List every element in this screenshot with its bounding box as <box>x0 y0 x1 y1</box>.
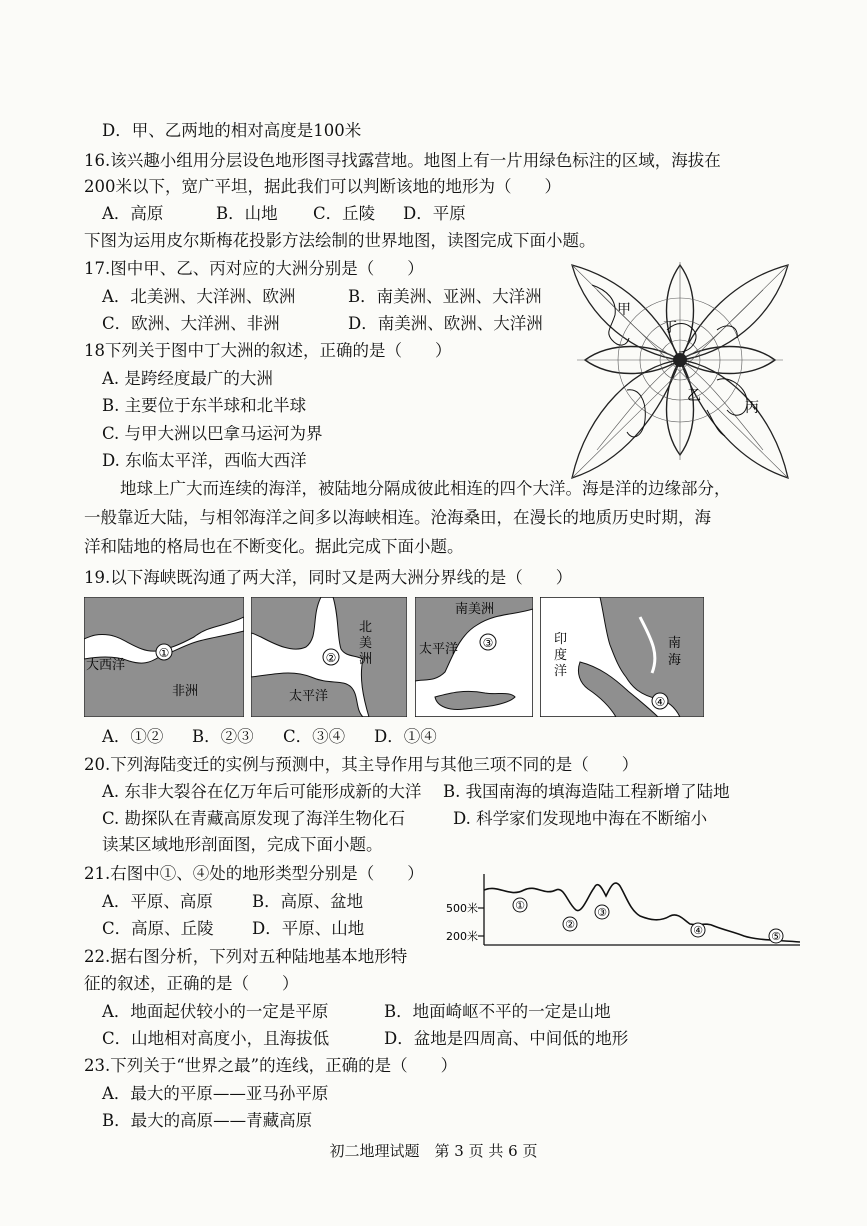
profile-mark-4: ④ <box>693 924 703 937</box>
q17-stem: 17.图中甲、乙、丙对应的大洲分别是（ ） <box>84 259 424 278</box>
strait2-land-label-3: 洲 <box>359 652 373 667</box>
strait2-ocean-label: 太平洋 <box>289 689 329 704</box>
q19-option-b: B．②③ <box>192 727 254 746</box>
map-label-bing: 丙 <box>745 400 759 416</box>
q23-option-a: A．最大的平原——亚马孙平原 <box>102 1084 329 1103</box>
map-label-yi: 乙 <box>687 388 701 404</box>
strait1-mark: ① <box>158 646 170 660</box>
terrain-profile-figure <box>444 870 800 955</box>
q21-option-b: B．高原、盆地 <box>252 892 364 911</box>
strait-map-3 <box>415 597 533 717</box>
strait2-land-label-1: 北 <box>359 620 373 635</box>
strait1-land-label: 非洲 <box>172 684 199 699</box>
profile-mark-3: ③ <box>597 906 607 919</box>
q22-stem-line2: 征的叙述，正确的是（ ） <box>84 974 299 993</box>
strait4-ocean-label-3: 洋 <box>554 664 568 679</box>
q17-option-c: C．欧洲、大洋洲、非洲 <box>102 314 280 333</box>
strait4-sea-label-1: 南 <box>668 636 682 651</box>
strait-map-4 <box>540 597 704 717</box>
q22-option-c: C．山地相对高度小，且海拔低 <box>102 1029 330 1048</box>
profile-mark-2: ② <box>565 918 575 931</box>
q17-intro: 下图为运用皮尔斯梅花投影方法绘制的世界地图，读图完成下面小题。 <box>84 231 596 250</box>
q19-option-c: C．③④ <box>283 727 346 746</box>
map-label-jia: 甲 <box>617 302 631 318</box>
q16-stem-line2: 200米以下，宽广平坦，据此我们可以判断该地的地形为（ ） <box>84 177 561 196</box>
passage-line2: 一般靠近大陆，与相邻海洋之间多以海峡相连。沧海桑田，在漫长的地质历史时期，海 <box>84 508 711 527</box>
q19-stem: 19.以下海峡既沟通了两大洋，同时又是两大洲分界线的是（ ） <box>84 568 573 587</box>
strait3-ocean-label: 太平洋 <box>419 642 459 657</box>
q21-option-c: C．高原、丘陵 <box>102 919 214 938</box>
strait3-mark: ③ <box>482 636 494 650</box>
q20-stem: 20.下列海陆变迁的实例与预测中，其主导作用与其他三项不同的是（ ） <box>84 755 639 774</box>
q16-option-a: A．高原 <box>102 204 164 223</box>
q23-stem: 23.下列关于“世界之最”的连线，正确的是（ ） <box>84 1056 458 1075</box>
q16-option-b: B．山地 <box>216 204 278 223</box>
q22-option-b: B．地面崎岖不平的一定是山地 <box>384 1002 611 1021</box>
strait-map-1 <box>84 597 244 717</box>
q20-option-c: C. 勘探队在青藏高原发现了海洋生物化石 <box>102 809 406 828</box>
profile-mark-1: ① <box>515 899 525 912</box>
q16-option-c: C．丘陵 <box>313 204 376 223</box>
strait4-ocean-label-1: 印 <box>554 632 568 647</box>
q18-option-c: C. 与甲大洲以巴拿马运河为界 <box>102 424 323 443</box>
q22-option-d: D．盆地是四周高、中间低的地形 <box>384 1029 629 1048</box>
strait2-land-label-2: 美 <box>359 636 373 651</box>
q20-option-a: A. 东非大裂谷在亿万年后可能形成新的大洋 <box>102 782 422 801</box>
profile-mark-5: ⑤ <box>771 930 781 943</box>
q18-option-d: D. 东临太平洋，西临大西洋 <box>102 451 307 470</box>
q20-option-b: B. 我国南海的填海造陆工程新增了陆地 <box>443 782 730 801</box>
strait4-mark: ④ <box>654 695 666 709</box>
q18-option-b: B. 主要位于东半球和北半球 <box>102 396 307 415</box>
q16-option-d: D．平原 <box>403 204 466 223</box>
q15-option-d: D．甲、乙两地的相对高度是100米 <box>102 121 362 140</box>
q16-stem-line1: 16.该兴趣小组用分层设色地形图寻找露营地。地图上有一片用绿色标注的区域，海拔在 <box>84 151 721 170</box>
q22-option-a: A．地面起伏较小的一定是平原 <box>102 1002 329 1021</box>
strait-map-2 <box>251 597 407 717</box>
profile-y-500-label: 500米 <box>446 902 478 915</box>
strait2-mark: ② <box>325 651 337 665</box>
q21-intro: 读某区域地形剖面图，完成下面小题。 <box>102 835 383 854</box>
passage-line1: 地球上广大而连续的海洋，被陆地分隔成彼此相连的四个大洋。海是洋的边缘部分， <box>120 479 731 498</box>
q23-option-b: B．最大的高原——青藏高原 <box>102 1111 313 1130</box>
q21-stem: 21.右图中①、④处的地形类型分别是（ ） <box>84 864 424 883</box>
strait4-sea-label-2: 海 <box>668 653 682 668</box>
q18-stem: 18下列关于图中丁大洲的叙述，正确的是（ ） <box>84 341 452 360</box>
page-footer: 初二地理试题 第 3 页 共 6 页 <box>329 1142 538 1160</box>
strait4-ocean-label-2: 度 <box>554 648 568 663</box>
q19-option-d: D．①④ <box>374 727 437 746</box>
world-map-figure <box>567 260 793 482</box>
q21-option-d: D．平原、山地 <box>252 919 365 938</box>
profile-y-200-label: 200米 <box>446 930 478 943</box>
q17-option-d: D．南美洲、欧洲、大洋洲 <box>348 314 543 333</box>
strait3-land-label: 南美洲 <box>455 602 495 617</box>
q22-stem-line1: 22.据右图分析，下列对五种陆地基本地形特 <box>84 947 408 966</box>
q19-option-a: A．①② <box>102 727 164 746</box>
q21-option-a: A．平原、高原 <box>102 892 213 911</box>
q17-option-a: A．北美洲、大洋洲、欧洲 <box>102 287 296 306</box>
passage-line3: 洋和陆地的格局也在不断变化。据此完成下面小题。 <box>84 537 464 556</box>
map-label-ding: 丁 <box>663 320 677 336</box>
q20-option-d: D. 科学家们发现地中海在不断缩小 <box>453 809 708 828</box>
q18-option-a: A. 是跨经度最广的大洲 <box>102 369 273 388</box>
strait1-ocean-label: 大西洋 <box>86 658 126 673</box>
q17-option-b: B．南美洲、亚洲、大洋洲 <box>348 287 542 306</box>
